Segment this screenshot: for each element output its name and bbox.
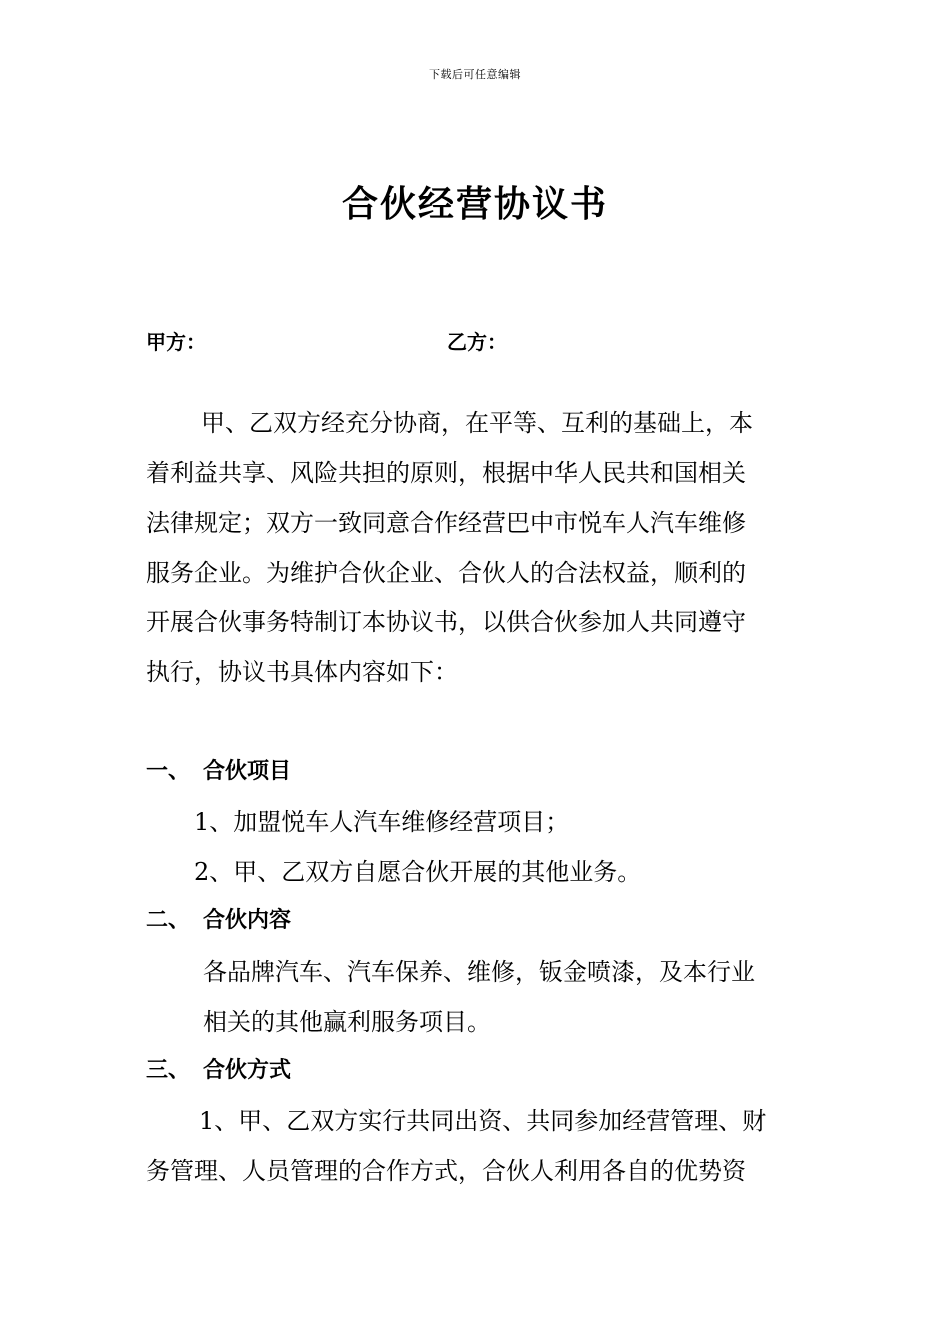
section-title: 合伙内容	[203, 908, 292, 933]
preamble-line: 法律规定；双方一致同意合作经营巴中市悦车人汽车维修	[146, 509, 746, 537]
section-heading-2	[146, 906, 291, 936]
section-line: 各品牌汽车、汽车保养、维修，钣金喷漆，及本行业	[203, 958, 755, 986]
document-title: 合伙经营协议书	[341, 184, 608, 225]
section-number: 三、	[146, 1058, 191, 1083]
header-note: 下载后可任意编辑	[429, 68, 521, 81]
section-line: 相关的其他赢利服务项目。	[203, 1008, 491, 1036]
preamble-line: 服务企业。为维护合伙企业、合伙人的合法权益，顺利的	[146, 559, 746, 587]
party-b-label: 乙方：	[447, 330, 507, 354]
section-number: 二、	[146, 908, 191, 933]
section-heading-1	[146, 757, 291, 787]
preamble-line: 执行，协议书具体内容如下：	[146, 658, 458, 686]
preamble-line: 开展合伙事务特制订本协议书，以供合伙参加人共同遵守	[146, 608, 746, 636]
section-number: 一、	[146, 759, 191, 784]
section-title: 合伙方式	[203, 1058, 292, 1083]
section-line: 2、甲、乙双方自愿合伙开展的其他业务。	[194, 858, 642, 886]
preamble-line: 甲、乙双方经充分协商，在平等、互利的基础上，本	[201, 409, 753, 437]
party-a-label: 甲方：	[146, 330, 206, 354]
section-line: 1、加盟悦车人汽车维修经营项目；	[194, 808, 570, 836]
section-line: 1、甲、乙双方实行共同出资、共同参加经营管理、财	[199, 1107, 767, 1135]
section-title: 合伙项目	[203, 759, 292, 784]
preamble-line: 着利益共享、风险共担的原则，根据中华人民共和国相关	[146, 459, 746, 487]
section-heading-3	[146, 1056, 291, 1086]
section-line: 务管理、人员管理的合作方式，合伙人利用各自的优势资	[146, 1157, 746, 1185]
